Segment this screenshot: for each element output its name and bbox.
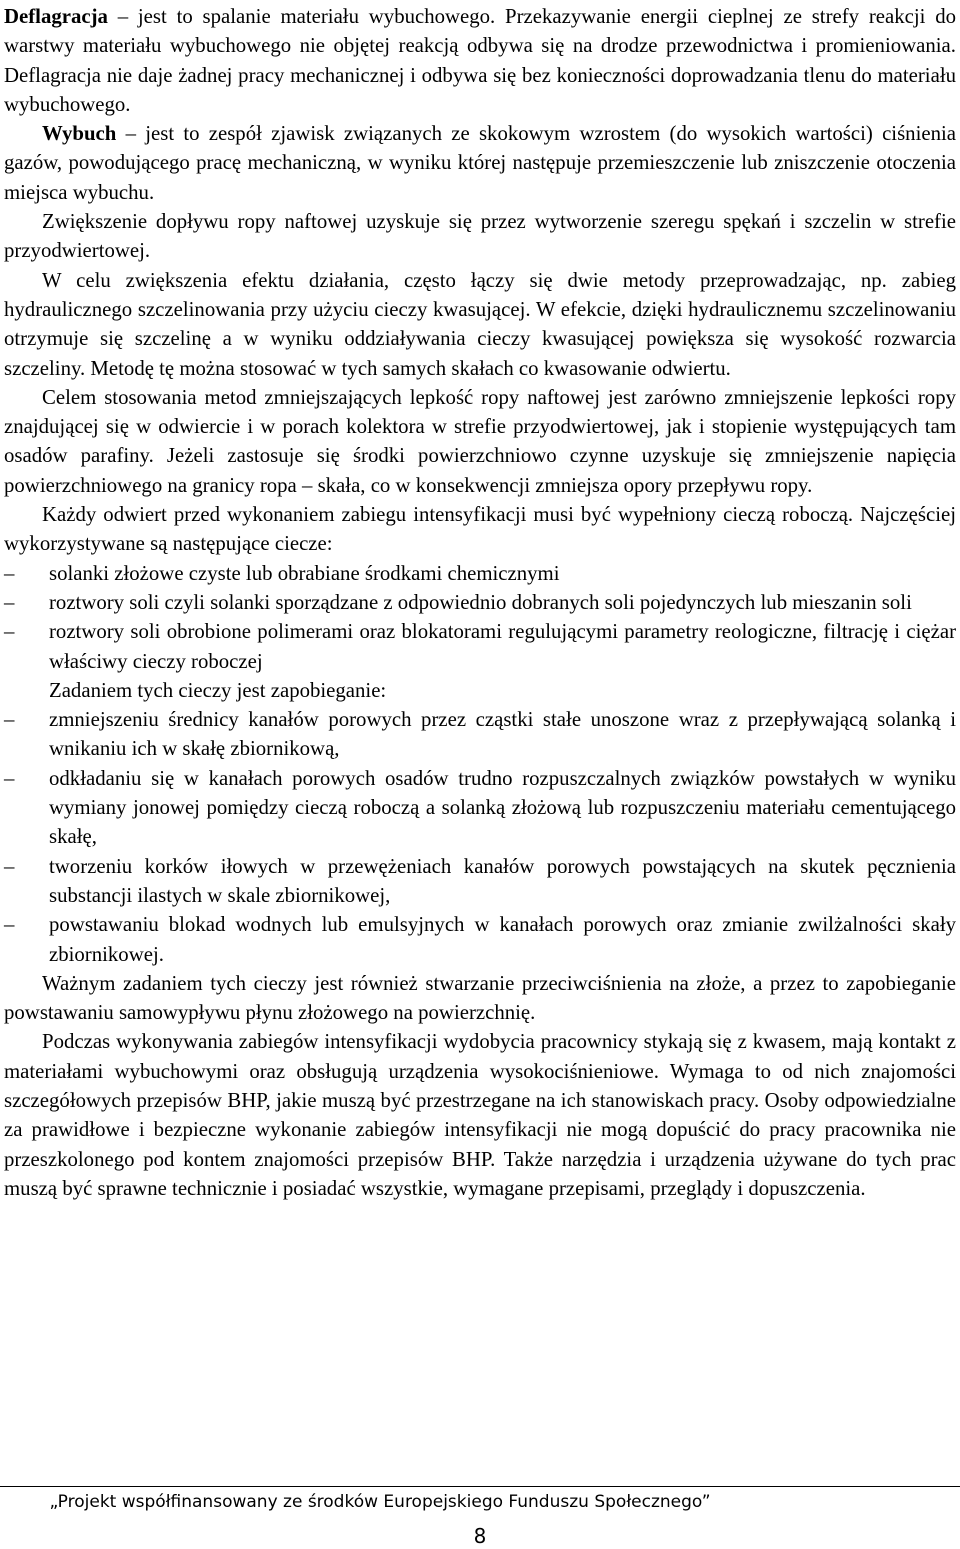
document-page xyxy=(4,2,956,1203)
dash-marker: – xyxy=(4,708,15,732)
list-item xyxy=(4,910,956,969)
page-number: 8 xyxy=(473,1524,487,1548)
list-item-text: tworzeniu korków iłowych w przewężeniach kanałów porowych powstających na skutek pęcznienia substancji ilastych w skale zbiornikowej, xyxy=(49,854,956,907)
list-item xyxy=(4,852,956,911)
ciecze-list xyxy=(4,559,956,676)
paragraph-zadaniem: Zadaniem tych cieczy jest zapobieganie: xyxy=(49,678,387,702)
list-item xyxy=(4,705,956,764)
list-item-text: zmniejszeniu średnicy kanałów porowych przez cząstki stałe unoszone wraz z przepływającą solanką i wnikaniu ich w skałę zbiornikową, xyxy=(49,708,956,761)
definition-wybuch: – jest to zespół zjawisk związanych ze skokowym wzrostem (do wysokich wartości) ciśnienia gazów, powodującego pracę mechaniczną, w wyniku której następuje przemieszczenie lub zniszczenie otoczenia miejsca wybuchu. xyxy=(4,122,956,204)
definition-deflagracja: – jest to spalanie materiału wybuchowego. Przekazywanie energii cieplnej ze strefy reakcji do warstwy materiału wybuchowego nie objętej reakcją odbywa się na drodze przewodnictwa i promieniowania. Deflagracja nie daje żadnej pracy mechanicznej i odbywa się bez konieczności doprowadzania tlenu do materiału wybuchowego. xyxy=(4,5,956,116)
paragraph-celem: Celem stosowania metod zmniejszających lepkość ropy naftowej jest zarówno zmniejszenie lepkości ropy znajdującej się w odwiercie i w porach kolektora w strefie przyodwiertowej, jak i stopienie występujących tam osadów parafiny. Jeżeli zastosuje się środki powierzchniowo czynne uzyskuje się zmniejszenie napięcia powierzchniowego na granicy ropa – skała, co w konsekwencji zmniejsza opory przepływu ropy. xyxy=(4,385,956,497)
footer-divider xyxy=(0,1486,960,1487)
paragraph-podczas: Podczas wykonywania zabiegów intensyfikacji wydobycia pracownicy stykają się z kwasem, mają kontakt z materiałami wybuchowymi oraz obsługują urządzenia wysokociśnieniowe. Wymaga to od nich znajomości szczegółowych przepisów BHP, jakie muszą być przestrzegane na ich stanowiskach pracy. Osoby odpowiedzialne za prawidłowe i bezpieczne wykonanie zabiegów intensyfikacji nie mogą dopuścić do pracy pracownika nie przeszkolonego pod kontem znajomości przepisów BHP. Także narzędzia i urządzenia używane do tych prac muszą być sprawne technicznie i posiadać wszystkie, wymagane przepisami, przeglądy i dopuszczenia. xyxy=(4,1030,956,1200)
paragraph-kazdy: Każdy odwiert przed wykonaniem zabiegu intensyfikacji musi być wypełniony cieczą roboczą. Najczęściej wykorzystywane są następujące ciecze: xyxy=(4,503,956,556)
term-wybuch: Wybuch xyxy=(42,122,117,146)
zapobieganie-list xyxy=(4,705,956,969)
paragraph-wybuch xyxy=(4,119,956,207)
list-item-text: powstawaniu blokad wodnych lub emulsyjnych w kanałach porowych oraz zmianie zwilżalności skały zbiornikowej. xyxy=(49,913,956,966)
list-item xyxy=(4,588,956,617)
dash-marker: – xyxy=(4,913,15,937)
paragraph-doplyw: Zwiększenie dopływu ropy naftowej uzyskuje się przez wytworzenie szeregu spękań i szczelin w strefie przyodwiertowej. xyxy=(4,210,956,263)
paragraph-deflagracja xyxy=(4,2,956,119)
list-item xyxy=(4,617,956,676)
dash-marker: – xyxy=(4,620,15,644)
list-item-text: roztwory soli czyli solanki sporządzane z odpowiednio dobranych soli pojedynczych lub mieszanin soli xyxy=(49,590,912,614)
paragraph-efekt: W celu zwiększenia efektu działania, często łączy się dwie metody przeprowadzając, np. zabieg hydraulicznego szczelinowania przy użyciu cieczy kwasującej. W efekcie, dzięki hydraulicznemu szczelinowaniu otrzymuje się szczelinę a w wyniku oddziaływania cieczy kwasującej powiększa się wysokość rozwarcia szczeliny. Metodę tę można stosować w tych samych skałach co kwasowanie odwiertu. xyxy=(4,268,956,380)
footer-funding-note: „Projekt współfinansowany ze środków Europejskiego Funduszu Społecznego” xyxy=(49,1492,711,1512)
term-deflagracja: Deflagracja xyxy=(4,5,108,28)
dash-marker: – xyxy=(4,766,15,790)
list-item-text: roztwory soli obrobione polimerami oraz blokatorami regulującymi parametry reologiczne, filtrację i ciężar właściwy cieczy roboczej xyxy=(49,620,956,673)
list-item xyxy=(4,559,956,588)
paragraph-waznym: Ważnym zadaniem tych cieczy jest również stwarzanie przeciwciśnienia na złoże, a przez to zapobieganie powstawaniu samowypływu płynu złożowego na powierzchnię. xyxy=(4,971,956,1025)
list-item-text: odkładaniu się w kanałach porowych osadów trudno rozpuszczalnych związków powstałych w wyniku wymiany jonowej pomiędzy cieczą roboczą a solanką złożową lub rozpuszczeniu materiału cementującego skałę, xyxy=(49,766,956,849)
dash-marker: – xyxy=(4,854,15,878)
list-item-text: solanki złożowe czyste lub obrabiane środkami chemicznymi xyxy=(49,561,560,585)
dash-marker: – xyxy=(4,561,15,585)
list-item xyxy=(4,764,956,852)
dash-marker: – xyxy=(4,590,15,614)
